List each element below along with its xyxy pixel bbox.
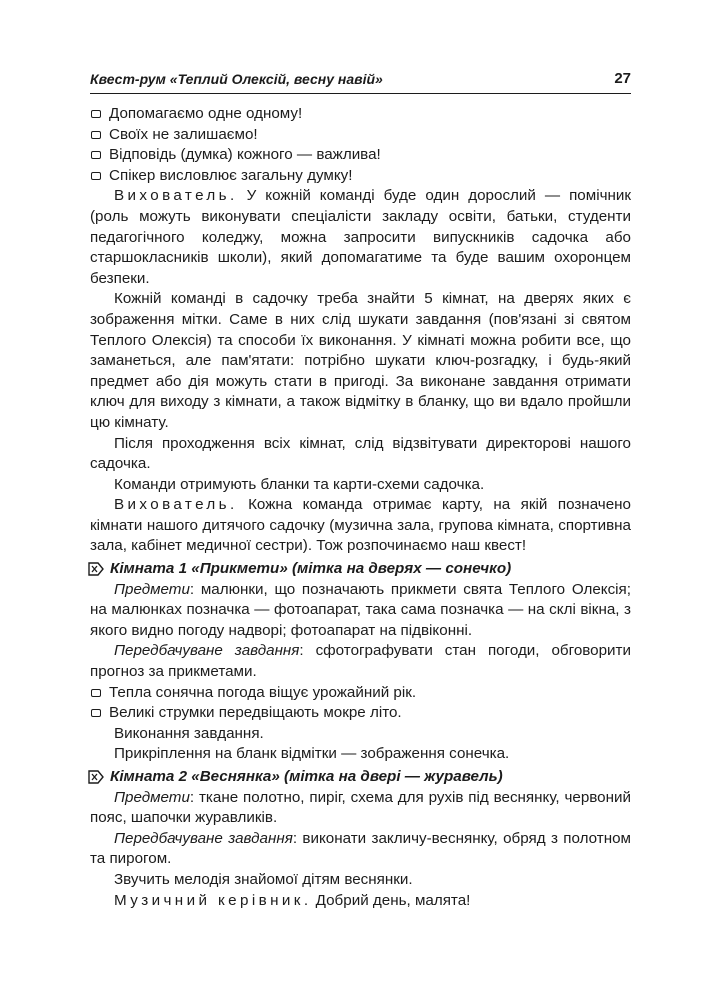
task-text: : сфотографувати стан погоди, обговорити прогноз за прикметами.: [90, 642, 631, 681]
speaker-name: Музичний керівник.: [114, 891, 312, 909]
items-text: : малюнки, що позначають прикмети свята Теплого Олексія; на малюнках позначка — фотоапарат, така сама позначка — на склі вікна, з якого видно погоду надворі; фотоапарат на підвіконні.: [90, 580, 631, 639]
paragraph-text: У кожній команді буде один дорослий — помічник (роль можуть виконувати спеціалісти закладу освіти, батьки, студенти педагогічного коледжу, можна запросити випускників садочка або старшокласників школи), який допомагатиме та буде вашим охоронцем безпеки.: [90, 187, 631, 287]
items-label: Предмети: [114, 580, 190, 598]
room-title: Кімната 2 «Веснянка» (мітка на двері — журавель): [110, 768, 503, 785]
paragraph-report: Після проходження всіх кімнат, слід відзвітувати директорові нашого садочка.: [90, 434, 631, 473]
room-2-melody: Звучить мелодія знайомої дітям веснянки.: [114, 870, 413, 888]
items-text: : ткане полотно, пиріг, схема для рухів під веснянку, червоний пояс, шапочки журавликів.: [90, 788, 631, 827]
page-body: [90, 104, 631, 911]
rule-text: Відповідь (думка) кожного — важлива!: [109, 146, 381, 164]
weather-sign-item: [90, 683, 631, 704]
paragraph-teacher-intro: [90, 186, 631, 289]
page-number: 27: [614, 70, 631, 87]
pointer-tag-icon: [88, 562, 104, 576]
room-1-heading: [90, 559, 631, 580]
room-1-task: [90, 641, 631, 682]
rule-item: [90, 145, 631, 166]
room-1-execution: Виконання завдання.: [114, 724, 264, 742]
rule-item: [90, 166, 631, 187]
checkbox-bullet-icon: [91, 172, 101, 180]
rule-item: [90, 104, 631, 125]
room-2-greeting: [90, 891, 631, 912]
task-label: Передбачуване завдання: [114, 642, 300, 660]
checkbox-bullet-icon: [91, 709, 101, 717]
speaker-name: Вихователь.: [114, 187, 238, 205]
task-label: Передбачуване завдання: [114, 829, 293, 847]
room-2-heading: [90, 767, 631, 788]
paragraph-text: Кожна команда отримає карту, на якій позначено кімнати нашого дитячого садочку (музична зала, групова кімната, спортивна зала, кабінет медичної сестри). Тож розпочинаємо наш квест!: [90, 496, 631, 555]
sign-text: Тепла сонячна погода віщує урожайний рік.: [109, 683, 417, 701]
weather-sign-item: [90, 703, 631, 724]
room-1-mark: Прикріплення на бланк відмітки — зображення сонечка.: [114, 745, 510, 763]
room-1-items: [90, 580, 631, 642]
items-label: Предмети: [114, 788, 190, 806]
paragraph-teacher-map: [90, 495, 631, 557]
speaker-name: Вихователь.: [114, 496, 238, 514]
paragraph-forms: Команди отримують бланки та карти-схеми садочка.: [114, 475, 485, 493]
task-text: : виконати закличу-веснянку, обряд з полотном та пирогом.: [90, 829, 631, 868]
header-title: Квест-рум «Теплий Олексій, весну навій»: [90, 71, 383, 87]
sign-text: Великі струмки передвіщають мокре літо.: [109, 704, 402, 722]
checkbox-bullet-icon: [91, 151, 101, 159]
document-page: [90, 70, 631, 911]
room-title: Кімната 1 «Прикмети» (мітка на дверях — сонечко): [110, 560, 512, 578]
checkbox-bullet-icon: [91, 131, 101, 139]
speech-text: Добрий день, малята!: [311, 891, 471, 909]
room-2-task: [90, 829, 631, 870]
running-header: [90, 70, 631, 94]
rule-text: Спікер висловлює загальну думку!: [109, 166, 353, 184]
pointer-tag-icon: [88, 770, 104, 784]
paragraph-rooms: Кожній команді в садочку треба знайти 5 кімнат, на дверях яких є зображення мітки. Саме в них слід шукати завдання (пов'язані зі святом Теплого Олексія) та способи їх виконання. У кімнаті можна робити все, що заманеться, але пам'ятати: потрібно шукати ключ-розгадку, і будь-який предмет або дія можуть стати в пригоді. За виконане завдання отримати ключ для виходу з кімнати, а також відмітку в бланку, що ви вдало пройшли цю кімнату.: [90, 290, 631, 431]
checkbox-bullet-icon: [91, 689, 101, 697]
checkbox-bullet-icon: [91, 110, 101, 118]
rule-text: Допомагаємо одне одному!: [109, 105, 303, 122]
rule-item: [90, 125, 631, 146]
room-2-items: [90, 788, 631, 829]
rule-text: Своїх не залишаємо!: [109, 125, 258, 143]
